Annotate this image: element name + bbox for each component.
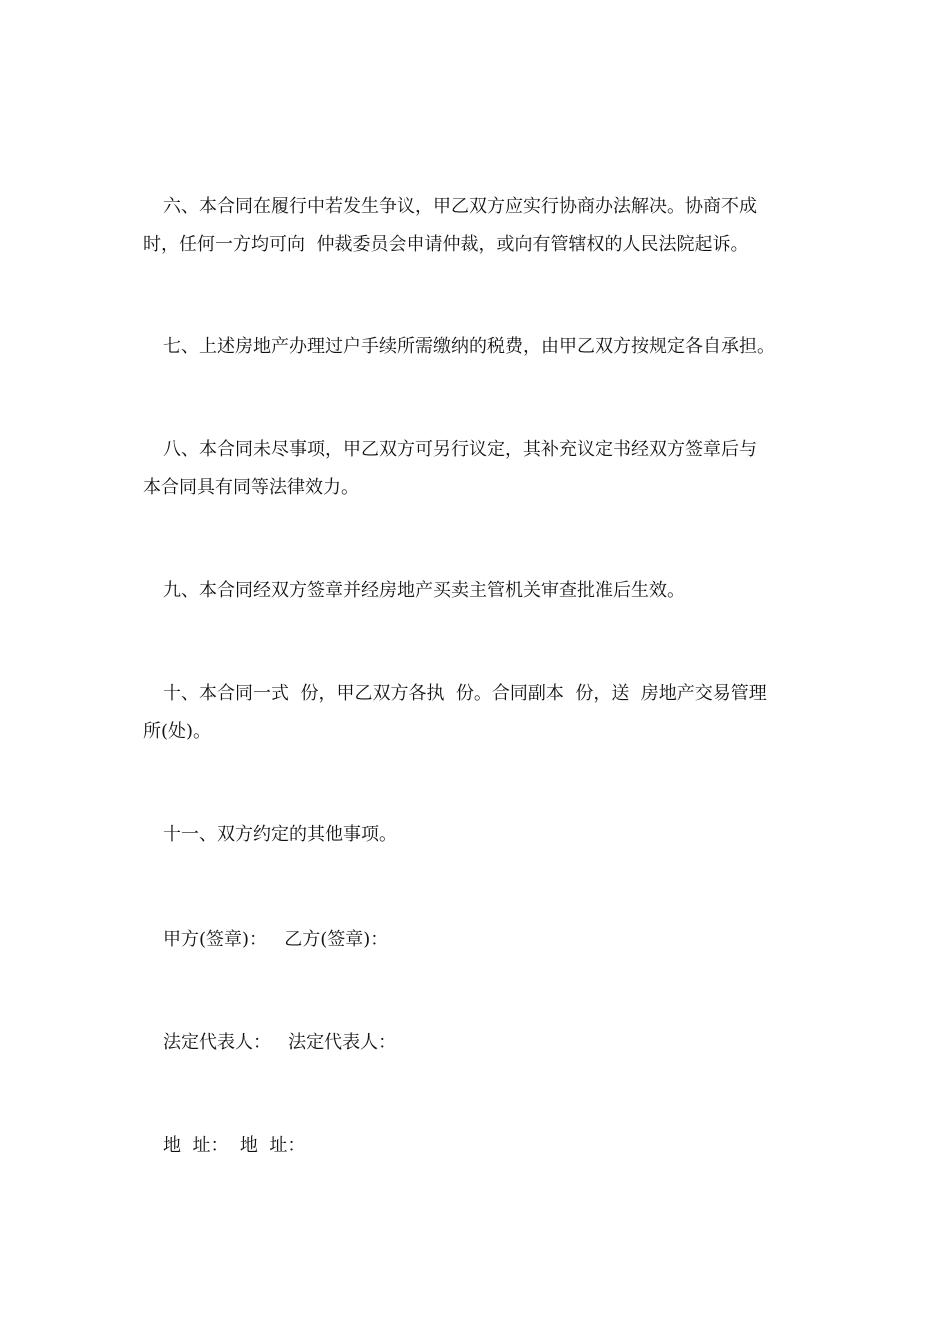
signature-party-line: 甲方(签章)： 乙方(签章)： — [163, 929, 389, 950]
clause-eight-line-2: 本合同具有同等法律效力。 — [143, 477, 359, 498]
clause-nine: 九、本合同经双方签章并经房地产买卖主管机关审查批准后生效。 — [163, 580, 685, 601]
clause-eleven: 十一、双方约定的其他事项。 — [163, 824, 397, 845]
signature-representative-line: 法定代表人： 法定代表人： — [163, 1032, 397, 1053]
clause-ten-line-1: 十、本合同一式 份，甲乙双方各执 份。合同副本 份，送 房地产交易管理 — [163, 683, 767, 704]
clause-six-line-2: 时，任何一方均可向 仲裁委员会申请仲裁，或向有管辖权的人民法院起诉。 — [143, 234, 749, 255]
clause-ten-line-2: 所(处)。 — [143, 721, 212, 742]
clause-eight-line-1: 八、本合同未尽事项，甲乙双方可另行议定，其补充议定书经双方签章后与 — [163, 439, 757, 460]
clause-six-line-1: 六、本合同在履行中若发生争议，甲乙双方应实行协商办法解决。协商不成 — [163, 196, 757, 217]
clause-seven: 七、上述房地产办理过户手续所需缴纳的税费，由甲乙双方按规定各自承担。 — [163, 336, 775, 357]
signature-address-line: 地 址： 地 址： — [163, 1135, 306, 1156]
